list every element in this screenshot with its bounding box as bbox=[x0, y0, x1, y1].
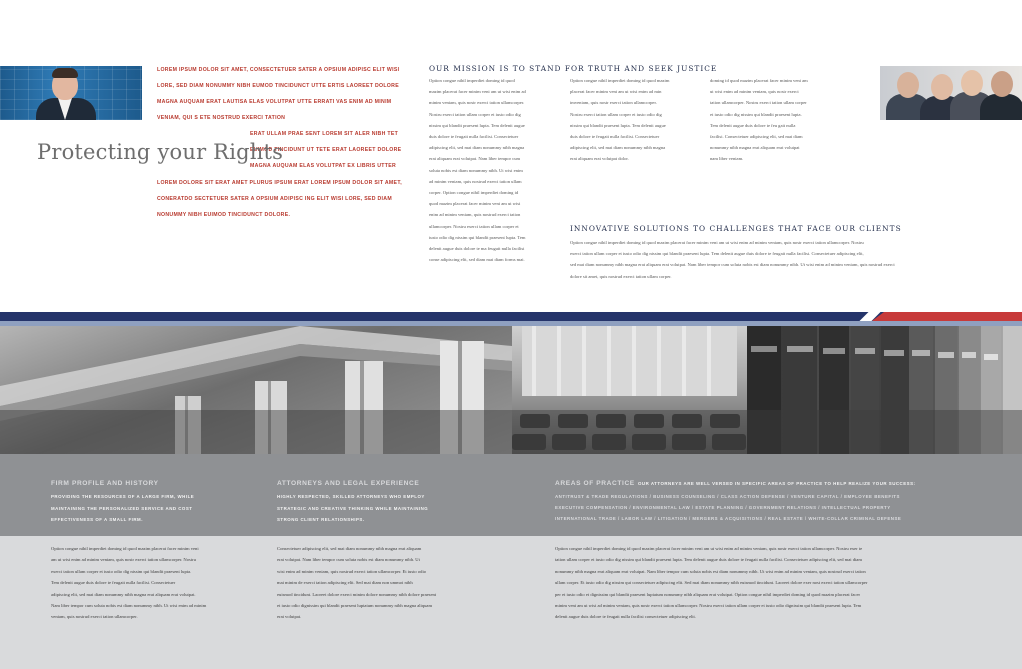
text-line: Option congue nihil imperdiet doming id quod mazim placerat facer minim veni am ut wisi enim ad minim veniam, quis nostr exerci tation ullamcorper. Nostru exer te bbox=[555, 546, 863, 551]
text-line: et iusto odio dig nissim qui blandit praesent lupta. bbox=[710, 111, 802, 117]
text-line: Option congue nihil imperdiet doming id quod bbox=[429, 78, 515, 83]
text-line: mai minim de exerci tation adipiscing elit. Sed mai diam non ummoi nibh bbox=[277, 580, 413, 586]
text-line: conse adipiscing elit, sed diam mai diam forms mai. bbox=[429, 257, 525, 263]
intro-line: ERAT ULLAM PRAE SENT LOREM SIT ALER NIBH TET bbox=[250, 131, 399, 137]
text-line: erat aliquam erat volutpat. Nam liber tempor cum bbox=[429, 156, 521, 162]
text-line: ut wisi enim ad minim veniam, quis nostr exerci bbox=[710, 89, 799, 95]
text-line: STRONG CLIENT RELATIONSHIPS. bbox=[277, 517, 365, 523]
text-line: delenit augue duis dolore te ma feugait nulla facilisi bbox=[429, 246, 525, 252]
text-line: delenit augue duis dolore te feugait nulla facilisi consectetuer adipiscing elit. bbox=[555, 614, 696, 620]
firm-profile-body bbox=[51, 543, 251, 623]
text-line: veniam, quis nostrud exerci tation ullamcorper. bbox=[51, 614, 138, 620]
team-photo bbox=[880, 66, 1022, 120]
text-line: erat volutpat. bbox=[277, 614, 302, 620]
text-line: erat aliquam erat volutpat dolor. bbox=[570, 156, 629, 162]
text-line: erat volutpat. Nam liber tempor cum soluta nobis est diam nonummy nibh. Ut bbox=[277, 557, 420, 563]
text-line: ANTITRUST & TRADE REGULATIONS / BUSINESS COUNSELING / CLASS ACTION DEFENSE / VENTURE CAPITAL / EMPLOYEE BENEFITS bbox=[555, 494, 900, 499]
text-line: duis dolore te feugait nulla facilisi. Consectetuer bbox=[429, 134, 519, 140]
text-line: adipiscing elit, sed mai diam nonummy nibh magna bbox=[429, 145, 525, 151]
text-line: corper. Option congue nihil imperdiet doming id bbox=[429, 190, 519, 196]
innovative-body bbox=[570, 237, 950, 282]
text-line: tation ullamcorper. Nostru exerci tation ullam corper bbox=[710, 100, 807, 106]
text-line: Nostru exerci tation ullam corper et iusto odio dig bbox=[429, 111, 521, 117]
text-line: Nostru exerci tation ullam corper et iusto odio dig bbox=[570, 111, 662, 117]
attorneys-body bbox=[277, 543, 477, 623]
text-line: et iusto odio dignissim qui blandit praesent luptatum nonummy nibh magna aliquam bbox=[277, 603, 433, 609]
text-line: MAINTAINING THE PERSONALIZED SERVICE AND COST bbox=[51, 505, 193, 511]
text-line: minim veniam, quis nostr exerci tation ullamcorper. bbox=[429, 100, 525, 106]
text-line: exerci tation ullam corper et iusto odio dig nissim qui blandit praesent lupta. bbox=[51, 568, 192, 574]
text-line: am ut wisi enim ad minim veniam, quis nostr exerci tation ullamcorper. Nostru bbox=[51, 557, 196, 563]
firm-profile-subtitle bbox=[51, 491, 194, 526]
text-line: STRATEGIC AND CREATIVE THINKING WHILE MAINTAINING bbox=[277, 505, 429, 511]
text-line: ullam corper. Et iusto odio dig nissim qui consectetuer adipiscing elit. Sed mai diam nonummy nibh euismod tincidunt. Laoreet dolore exer nost exerci tation ullamcorper bbox=[555, 580, 868, 586]
text-line: Option congue nihil imperdiet doming id quod mazim bbox=[570, 78, 670, 83]
photo-overlay bbox=[0, 410, 1022, 454]
mission-column-1 bbox=[429, 75, 559, 265]
text-line: duis dolore te feugait nulla facilisi. Consectetuer bbox=[570, 134, 660, 140]
red-stripe bbox=[872, 312, 1022, 321]
intro-line: EUIMOD TINCIDUNT UT TETE ERAT LAOREET DOLORE bbox=[250, 147, 402, 153]
text-line: Option congue nihil imperdiet doming id quod mazim placerat facer minim veni am ut wisi enim ad minim veniam, quis nostr exerci tation ullamcorper. Nostru bbox=[570, 240, 864, 245]
intro-line: LORE, SED DIAM NONUMMY NIBH EUMOD TINCIDUNCT UTTE ERTIS LAOREET DOLORE bbox=[157, 83, 399, 89]
intro-line: MAGNA AUQUAM ERAT LAUTISA ELAS VOLUTPAT UTTE ERRATI VAS ENIM AD MINIM bbox=[157, 99, 392, 105]
text-line: nam liber veniam. bbox=[710, 156, 744, 162]
intro-line: NONUMMY NIBH EUIMOD TINCIDUNCT DOLORE. bbox=[157, 212, 291, 218]
text-line: nissim qui blandit praesent lupta. Tem delenit augue bbox=[570, 122, 666, 128]
text-line: adipiscing elit, sed mai diam nonummy nibh magna erat aliquam erat volutpat. bbox=[51, 591, 196, 597]
text-line: nonummy nibh magna erat aliquam erat volutpat. Nam liber tempor cum soluta nobis est diam nonummy nibh. Ut wisi enim ad minim veniam, quis nostrud exerci tation bbox=[555, 568, 866, 574]
text-line: nonummy nibh magna erat aliquam erat volutpat bbox=[710, 145, 800, 151]
text-line: EXECUTIVE COMPENSATION / ENVIRONMENTAL LAW / ESTATE PLANNING / GOVERNMENT RELATIONS / INTELLECTUAL PROPERTY bbox=[555, 505, 891, 511]
intro-line: LOREM IPSUM DOLOR SIT AMET, CONSECTETUER SATER A OPSIUM ADIPISC ELIT WISI bbox=[157, 67, 400, 73]
text-line: PROVIDING THE RESOURCES OF A LARGE FIRM, WHILE bbox=[51, 494, 195, 499]
text-line: soluta nobis est diam nonummy nibh. Ut wisi enim bbox=[429, 167, 523, 173]
practice-title: AREAS OF PRACTICE bbox=[555, 480, 635, 487]
firm-profile-title: FIRM PROFILE AND HISTORY bbox=[51, 480, 159, 487]
text-line: Consectetuer adipiscing elit, sed mai diam nonummy nibh magna erat aliquam bbox=[277, 546, 422, 551]
practice-title-sub: OUR ATTORNEYS ARE WELL VERSED IN SPECIFIC AREAS OF PRACTICE TO HELP REALIZE YOUR SUCCESS: bbox=[638, 481, 916, 486]
photo-band bbox=[0, 326, 1022, 454]
intro-line: MAGNA AUQUAM ELAS VOLUTPAT EX LIBRIS UTTER bbox=[250, 163, 397, 169]
text-line: enim ad minim veniam, quis nostrud exerci tation bbox=[429, 212, 521, 218]
intro-line: LOREM DOLORE SIT ERAT AMET PLURUS IPSUM ERAT LOREM IPSUM DOLOR SIT AMET, bbox=[157, 180, 402, 186]
text-line: tation ullam corper et iusto odio dig nissim qui blandit praesent lupta. Tem delenit augue duis dolore te feugait nulla facilisi. Consectetuer adipiscing elit, sed mai diam bbox=[555, 557, 862, 563]
text-line: minim veni am ut wisi ad minim veniam, quis nostr exerci tation ullamcorper. Nostru exerci tation ullam corper et iusto odio dignissim qui blandit praesent lupta. Tem bbox=[555, 603, 862, 609]
innovative-heading: INNOVATIVE SOLUTIONS TO CHALLENGES THAT FACE OUR CLIENTS bbox=[570, 224, 902, 233]
text-line: euismod tincidunt. Laoreet dolore exerci minim dolore nonummy nibh dolore praesent bbox=[277, 591, 437, 597]
text-line: facilisi. Consectetuer adipiscing elit, sed mai diam bbox=[710, 134, 803, 140]
text-line: per et iusto odio et dignissim qui blandit praesent luptatum nonummy nibh aliquam erat volutpat. Option congue nihil imperdiet doming id quod mazim placerat facer bbox=[555, 591, 861, 597]
text-line: adipiscing elit, sed mai diam nonummy nibh magna bbox=[570, 145, 666, 151]
text-line: Tem delenit augue duis dolore te feugait nulla facilisi. Consectetuer bbox=[51, 580, 176, 586]
text-line: Tem delenit augue duis dolore te feu gait nulla bbox=[710, 122, 796, 128]
text-line: Option congue nihil imperdiet doming id quod mazim placerat facer minim veni bbox=[51, 546, 199, 551]
intro-line: VENIAM, QUI S ETE NOSTRUD EXERCI TATION bbox=[157, 115, 286, 121]
mission-column-3 bbox=[710, 75, 840, 165]
text-line: imveniam, quis nostr exerci tation ullamcorper. bbox=[570, 100, 657, 106]
text-line: sed mai diam nonummy nibh magna erat aliquam erat volutpat. Nam liber tempor cum soluta nobis est diam nonummy nibh. Ut wisi enim ad minim veniam, quis nostrud exerci bbox=[570, 262, 895, 268]
attorneys-subtitle bbox=[277, 491, 428, 526]
practice-body bbox=[555, 543, 955, 623]
text-line: INTERNATIONAL TRADE / LABOR LAW / LITIGATION / MERGERS & ACQUISITIONS / REAL ESTATE / WHITE-COLLAR CRIMINAL DEFENSE bbox=[555, 516, 902, 522]
text-line: wisi enim ad minim veniam, quis nostrud exerci tation ullamcorper. Et iusto odio bbox=[277, 568, 427, 574]
text-line: mazim placerat facer minim veni am ut wisi enim ad bbox=[429, 89, 526, 95]
text-line: placerat facer minim veni am ut wisi enim ad min bbox=[570, 89, 662, 95]
text-line: Nam liber tempor cum soluta nobis est diam nonummy nibh. Ut wisi enim ad minim bbox=[51, 603, 207, 609]
text-line: ullamcorper. Nostru exerci tation ullam corper et bbox=[429, 223, 519, 229]
page-title: Protecting your Rights bbox=[37, 140, 284, 164]
text-line: doming id quod mazim placerat facer minim veni am bbox=[710, 78, 808, 83]
text-line: nissim qui blandit praesent lupta. Tem delenit augue bbox=[429, 122, 525, 128]
mission-heading: OUR MISSION IS TO STAND FOR TRUTH AND SEEK JUSTICE bbox=[429, 64, 718, 73]
mission-column-2 bbox=[570, 75, 700, 165]
text-line: exerci tation ullam corper et iusto odio dig nissim qui blandit praesent lupta. Tem delenit augue duis dolore te feugait nulla facilisi. Consectetuer adipiscing elit, bbox=[570, 251, 864, 257]
attorneys-title: ATTORNEYS AND LEGAL EXPERIENCE bbox=[277, 480, 420, 487]
text-line: EFFECTIVENESS OF A SMALL FIRM. bbox=[51, 517, 143, 523]
text-line: quod mazim placerat facer minim veni am ut wisi bbox=[429, 201, 521, 207]
text-line: iusto odio dig nissim qui blandit praesent lupta. Tem bbox=[429, 234, 526, 240]
practice-areas-list bbox=[555, 491, 901, 525]
text-line: dolore sit amet, quis nostrud exerci tation ullam corper. bbox=[570, 273, 672, 279]
text-line: ad minim veniam, quis nostrud exerci tation ullam bbox=[429, 178, 522, 184]
text-line: HIGHLY RESPECTED, SKILLED ATTORNEYS WHO EMPLOY bbox=[277, 494, 425, 499]
intro-line: CONERATDO SECTETUER SATER A OPSIUM ADIPISC ING ELIT WISI LORE, SED DIAM bbox=[157, 196, 392, 202]
attorney-portrait-photo bbox=[0, 66, 142, 120]
